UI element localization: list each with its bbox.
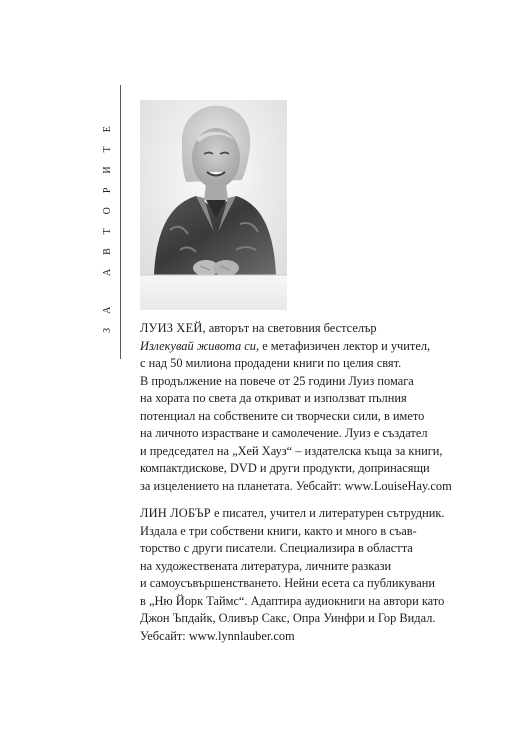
bio-line: и самоусъвършенстването. Нейни есета са публикувани — [140, 576, 436, 590]
bio-line: В продължение на повече от 25 години Луиз помага — [140, 373, 414, 388]
author-portrait-image — [140, 100, 287, 310]
author-name: ЛУИЗ ХЕЙ — [140, 321, 203, 335]
bio-line: Джон Ъпдайк, Оливър Сакс, Опра Уинфри и Гор Видал. — [140, 611, 436, 625]
bio-line: и председател на „Хей Хауз“ – издателска къща за книги, — [140, 443, 443, 458]
author-name: ЛИН ЛОБЪР — [140, 506, 211, 520]
section-label — [99, 77, 115, 367]
author-photo — [140, 100, 287, 310]
bio-line: Уебсайт: www.lynnlauber.com — [140, 628, 295, 643]
bio-line: на хората по света да откриват и използват пълния — [140, 391, 407, 405]
section-label-text: ЗА АВТОРИТЕ — [101, 111, 113, 333]
bio-line: торство с други писатели. Специализира в областта — [140, 541, 413, 555]
bio-line: на личното израстване и самолечение. Луиз е създател — [140, 426, 428, 440]
bio-line: ЛУИЗ ХЕЙ, авторът на световния бестселър — [140, 321, 377, 335]
vertical-divider — [120, 85, 121, 359]
author-bio-lynn-lauber — [140, 505, 480, 645]
bio-line: на художествената литература, личните разкази — [140, 558, 392, 573]
bio-line: Излекувай живота си, е метафизичен лектор и учител, — [140, 338, 431, 353]
bio-line: Издала е три собствени книги, както и много в съав- — [140, 523, 417, 538]
bio-line: в „Ню Йорк Таймс“. Адаптира аудиокниги на автори като — [140, 593, 445, 608]
author-bio-louise-hay — [140, 320, 480, 495]
bio-line: потенциал на собствените си творчески сили, в името — [140, 408, 425, 423]
bio-line: компактдискове, DVD и други продукти, допринасящи — [140, 461, 430, 475]
bio-line: с над 50 милиона продадени книги по целия свят. — [140, 356, 402, 370]
bio-line: ЛИН ЛОБЪР е писател, учител и литературен сътрудник. — [140, 506, 445, 520]
book-title: Излекувай живота си, — [140, 338, 260, 353]
bio-line: за изцелението на планетата. Уебсайт: www.LouiseHay.com — [140, 478, 452, 493]
